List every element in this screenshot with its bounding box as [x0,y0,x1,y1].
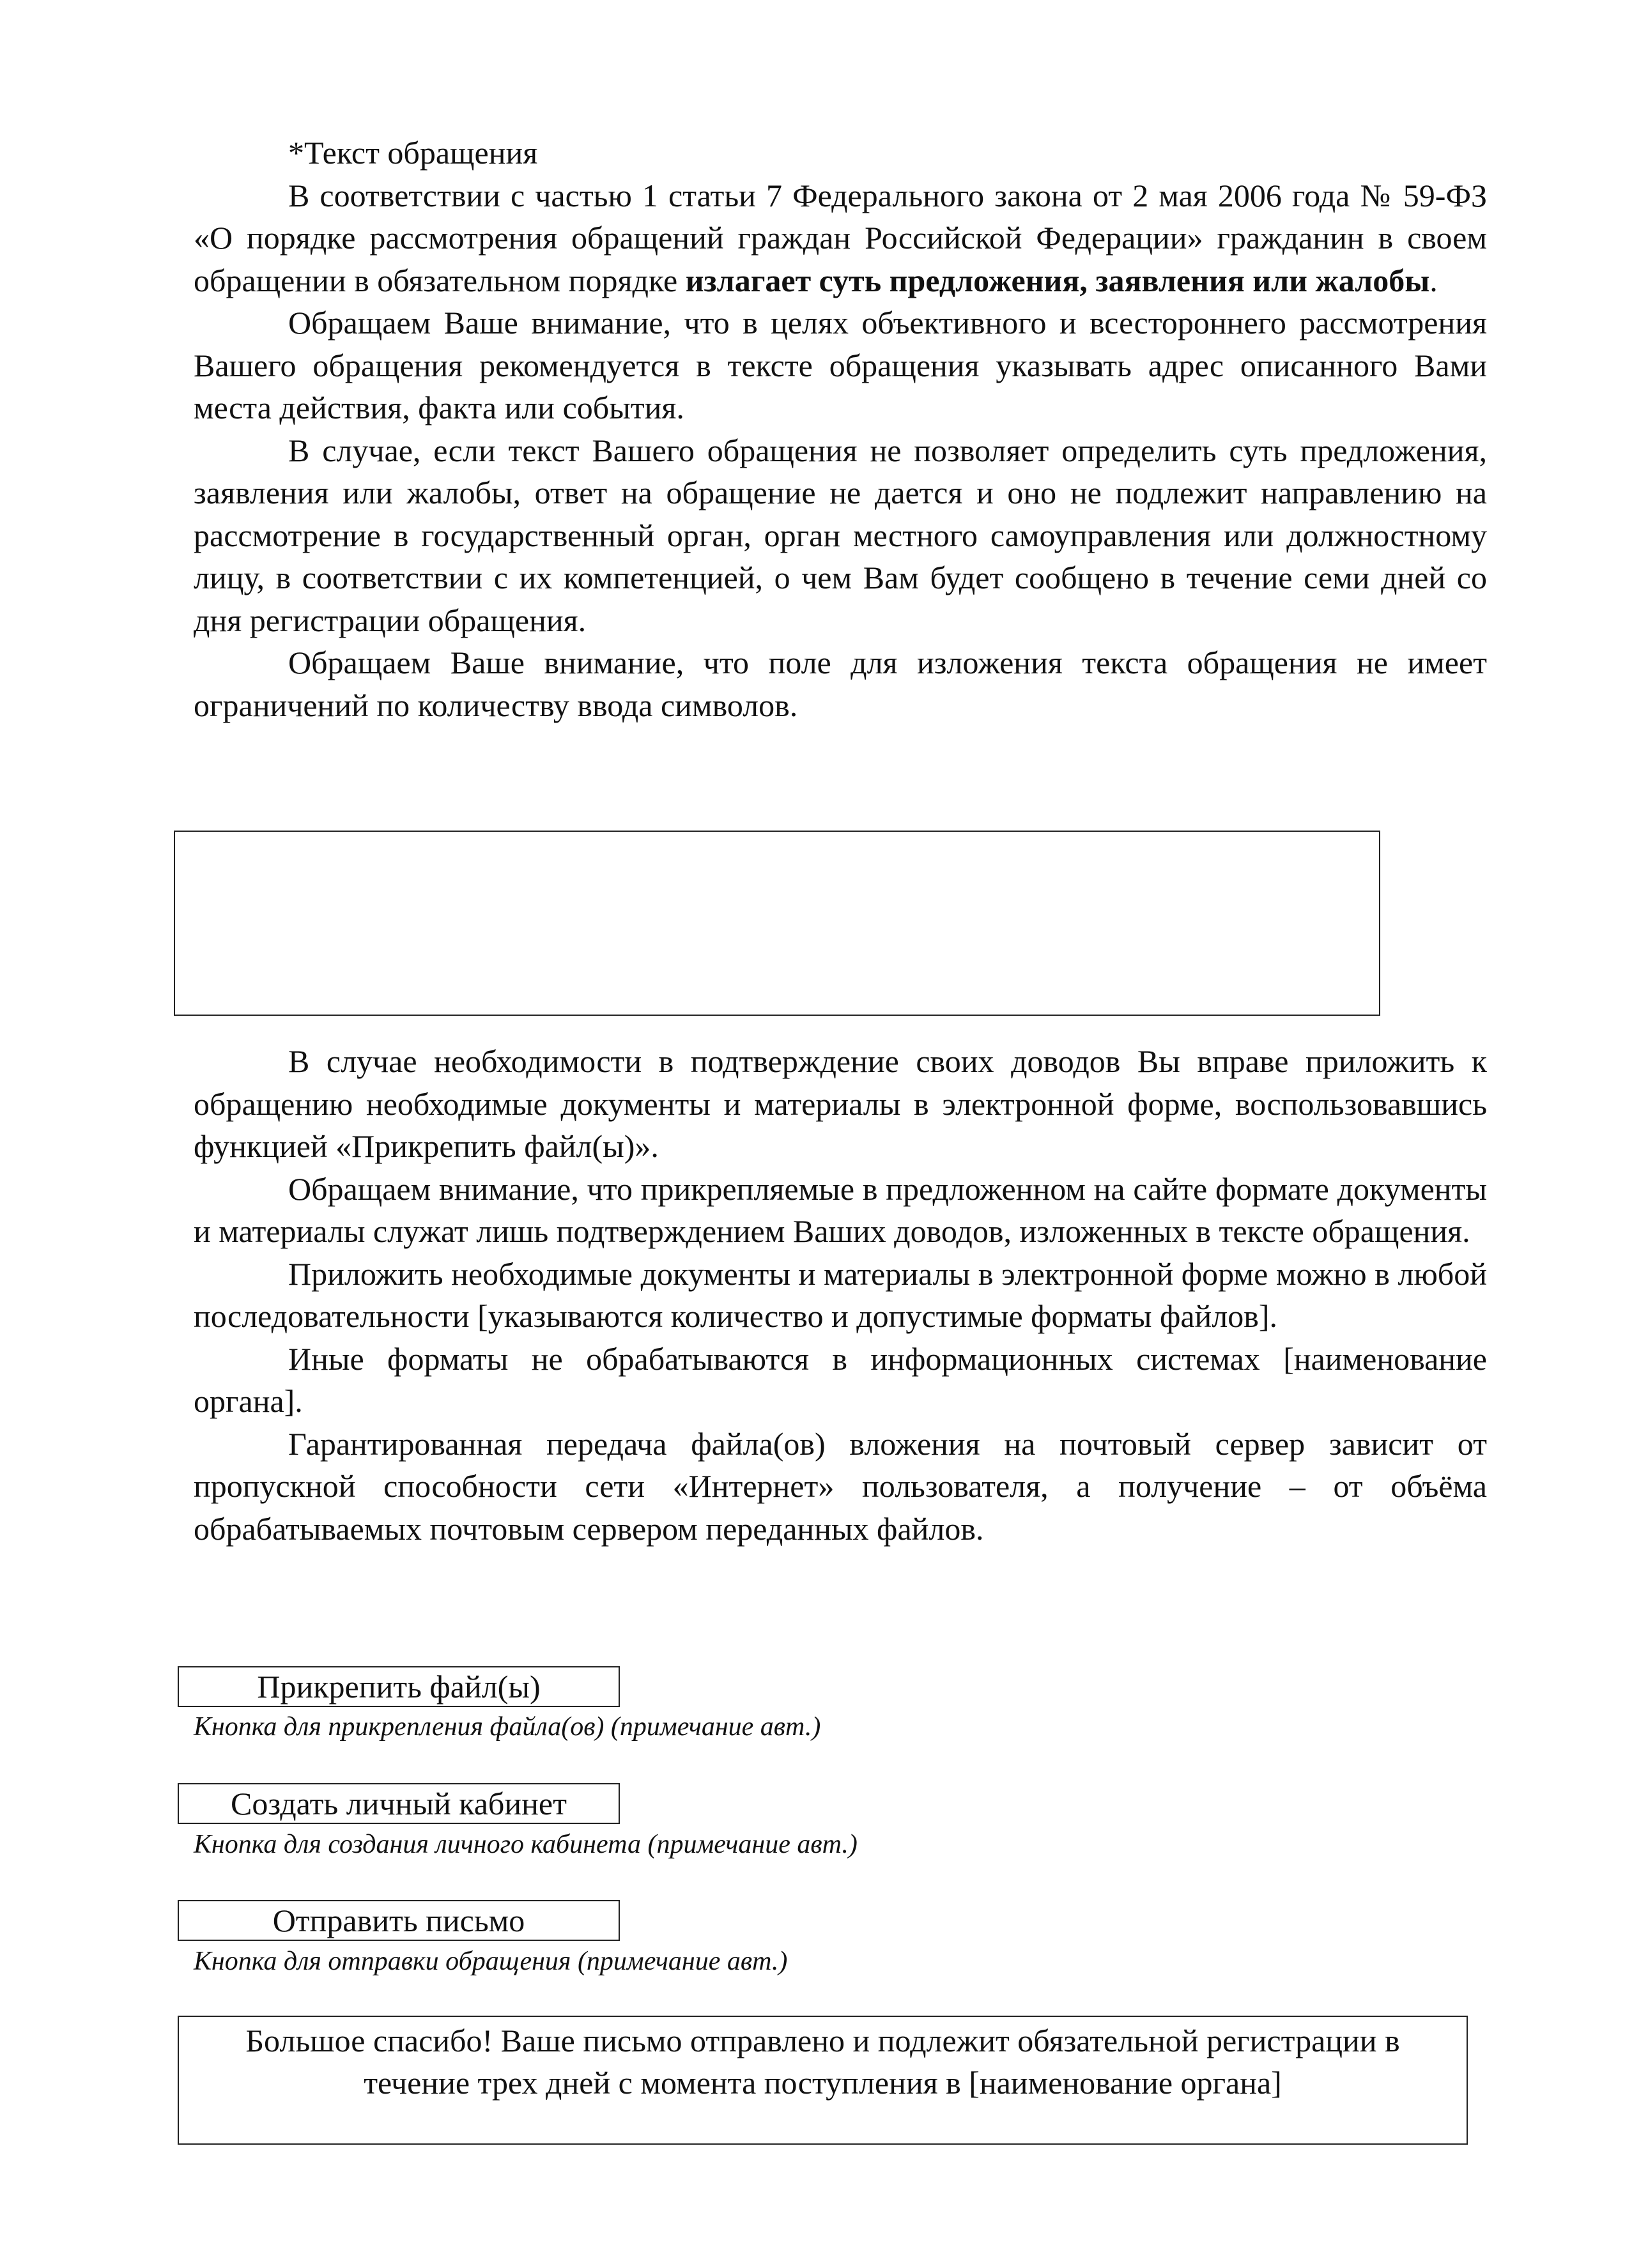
attach-button-note: Кнопка для прикрепления файла(ов) (примечание авт.) [194,1712,821,1742]
create-cabinet-button[interactable]: Создать личный кабинет [178,1783,620,1824]
unclear-text-paragraph: В случае, если текст Вашего обращения не позволяет определить суть предложения, заявления или жалобы, ответ на обращение не дается и оно не подлежит направлению на рассмотрение в государственный орган, орган местного самоуправления или должностному лицу, в соответствии с их компетенцией, о чем Вам будет сообщено в течение семи дней со дня регистрации обращения. [194,432,1487,638]
intro-lead: В соответствии с частью 1 статьи 7 Федерального закона от 2 мая 2006 года № 59-ФЗ «О порядке рассмотрения обращений граждан Российской Федерации» гражданин в своем обращении в обязательном порядке [194,177,1487,298]
confirmation-message: Большое спасибо! Ваше письмо отправлено и подлежит обязательной регистрации в течение трех дней с момента поступления в [наименование органа] [178,2016,1468,2145]
intro-bold: излагает суть предложения, заявления или жалобы [685,262,1430,298]
no-limit-paragraph: Обращаем Ваше внимание, что поле для изложения текста обращения не имеет ограничений по количеству ввода символов. [194,645,1487,723]
lower-text-block [194,1040,1487,1550]
send-button-note: Кнопка для отправки обращения (примечание авт.) [194,1947,788,1976]
cabinet-button-note: Кнопка для создания личного кабинета (примечание авт.) [194,1830,858,1859]
intro-tail: . [1429,262,1438,298]
other-formats-paragraph: Иные форматы не обрабатываются в информационных системах [наименование органа]. [194,1340,1487,1419]
address-paragraph: Обращаем Ваше внимание, что в целях объективного и всестороннего рассмотрения Вашего обращения рекомендуется в тексте обращения указывать адрес описанного Вами места действия, факта или события. [194,305,1487,425]
attach-paragraph: В случае необходимости в подтверждение своих доводов Вы вправе приложить к обращению необходимые документы и материалы в электронной форме, воспользовавшись функцией «Прикрепить файл(ы)». [194,1043,1487,1164]
attach-files-button[interactable]: Прикрепить файл(ы) [178,1666,620,1707]
intro-paragraph [194,174,1487,302]
message-text-field[interactable] [174,831,1380,1016]
transfer-paragraph: Гарантированная передача файла(ов) вложения на почтовый сервер зависит от пропускной способности сети «Интернет» пользователя, а получение – от объёма обрабатываемых почтовым сервером переданных файлов. [194,1425,1487,1547]
confirm-paragraph: Обращаем внимание, что прикрепляемые в предложенном на сайте формате документы и материалы служат лишь подтверждением Ваших доводов, изложенных в тексте обращения. [194,1170,1487,1249]
send-letter-button[interactable]: Отправить письмо [178,1900,620,1941]
upper-text-block [194,132,1487,726]
formats-paragraph: Приложить необходимые документы и материалы в электронной форме можно в любой последовательности [указываются количество и допустимые форматы файлов]. [194,1255,1487,1334]
section-title: *Текст обращения [288,135,538,171]
